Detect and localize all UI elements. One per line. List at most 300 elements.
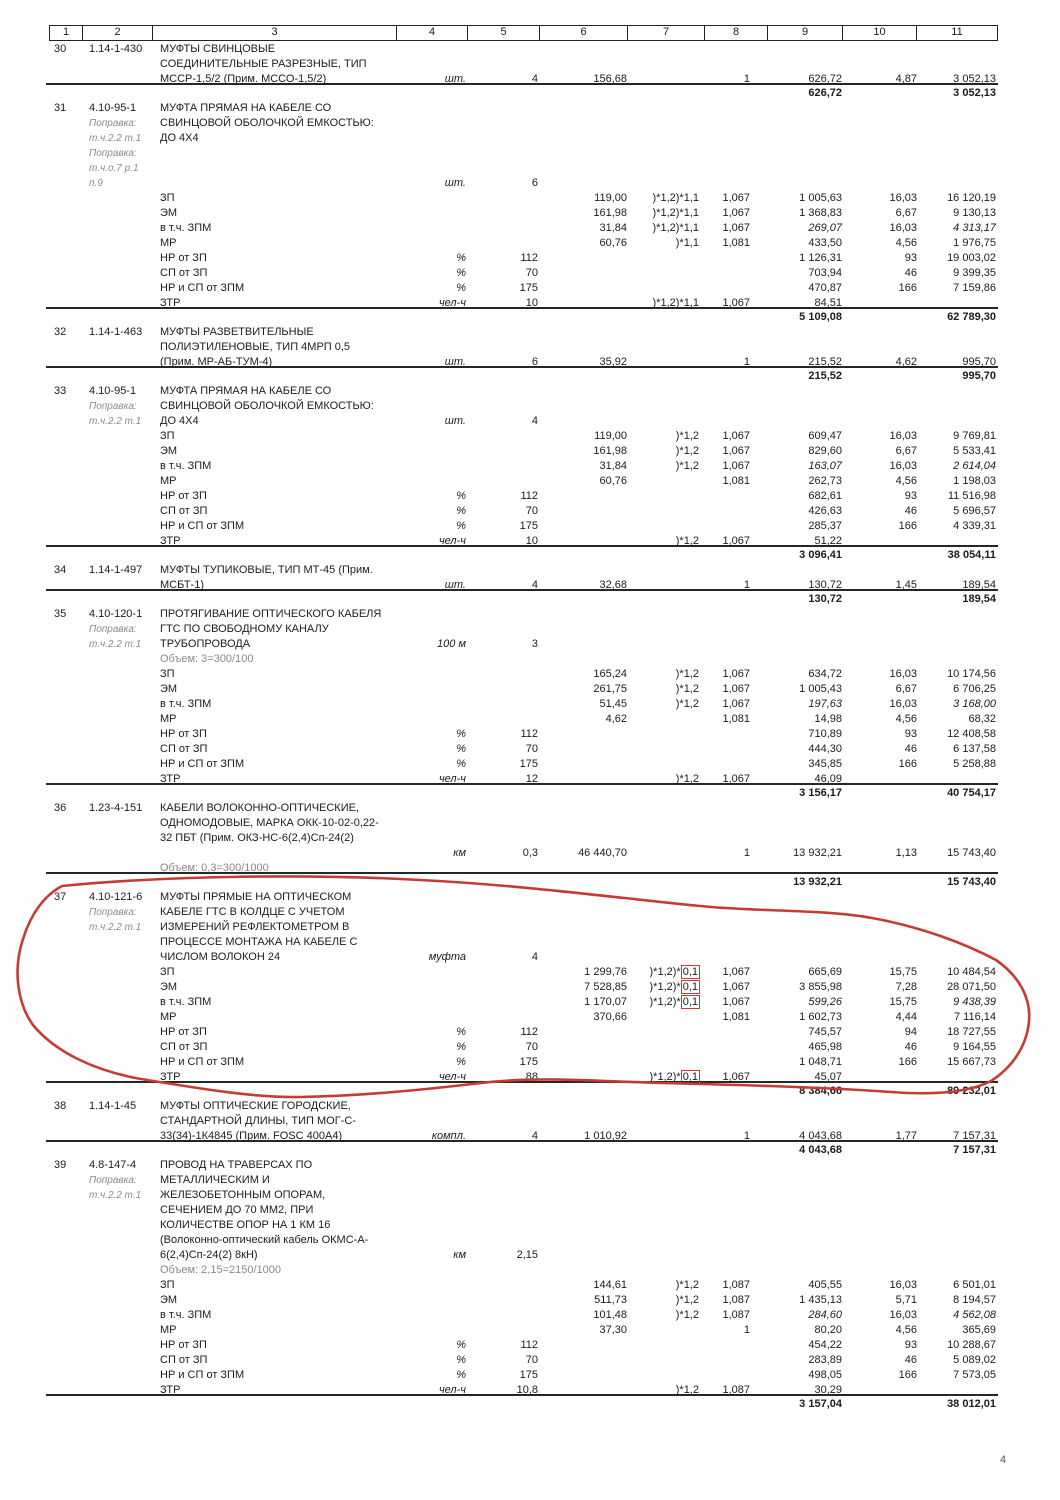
total-cell-c9: 626,72: [808, 87, 842, 99]
cell-c8: 1,067: [722, 207, 750, 219]
cell-c9: 465,98: [808, 1041, 842, 1053]
cell-c3: ЭМ: [160, 981, 178, 993]
cell-c6: 119,00: [594, 430, 627, 442]
cell-c11: [917, 42, 998, 57]
cell-c2: 4.10-120-1: [89, 608, 143, 620]
cell-c7: [628, 251, 705, 266]
cell-c8: 1,081: [722, 713, 750, 725]
cell-c9: [768, 622, 843, 637]
cell-c10: 4,56: [895, 475, 917, 487]
item-line: [46, 920, 998, 935]
cell-c11: [917, 1099, 998, 1114]
cell-c5: [468, 1323, 540, 1338]
item-totals-line: [46, 310, 998, 325]
cell-c1: [46, 1055, 83, 1070]
cell-c6: [540, 742, 628, 757]
cell-c2: [83, 1338, 153, 1353]
cell-c10: [843, 563, 917, 578]
cell-c3: КАБЕЛИ ВОЛОКОННО-ОПТИЧЕСКИЕ,: [160, 802, 360, 814]
cell-c6: 35,92: [599, 356, 627, 368]
cell-c9: [768, 801, 843, 816]
cell-c10: 93: [904, 728, 917, 740]
cell-c4: муфта: [428, 951, 466, 963]
cell-c4: [397, 116, 468, 131]
cell-c8: 1,067: [722, 966, 750, 978]
cell-c8: 1,067: [722, 1071, 750, 1083]
cell-c11: [917, 296, 998, 311]
cell-c1: [46, 622, 83, 637]
cell-c9: [768, 176, 843, 191]
cell-c9: 745,57: [808, 1026, 842, 1038]
cell-c1: [46, 1263, 83, 1278]
cell-c7: [628, 146, 705, 161]
cell-c11: [917, 101, 998, 116]
item-line: [46, 384, 998, 399]
cell-c3: НР от ЗП: [160, 490, 207, 502]
item-line: [46, 772, 998, 787]
cell-c7: [628, 161, 705, 176]
item-line: [46, 1010, 998, 1025]
cell-c2: [83, 1308, 153, 1323]
cell-c2: [83, 682, 153, 697]
cell-c10: [843, 1173, 917, 1188]
cell-c8: 1,067: [722, 297, 750, 309]
cell-c2: Поправка:: [89, 624, 137, 635]
cell-c7: [628, 519, 705, 534]
cell-c9: [768, 950, 843, 965]
cell-c3: [153, 846, 397, 861]
cell-c9: 3 855,98: [799, 981, 842, 993]
cell-c8: [705, 607, 768, 622]
total-cell-c7: [628, 310, 705, 325]
total-cell-c10: [843, 310, 917, 325]
cell-c1: [46, 131, 83, 146]
item-line: [46, 935, 998, 950]
total-cell-c5: [468, 1084, 540, 1099]
cell-c8: [705, 1263, 768, 1278]
cell-c10: 1,13: [895, 847, 917, 859]
cell-c11: [917, 1070, 998, 1085]
cell-c11: [917, 1114, 998, 1129]
cell-c5: [468, 1114, 540, 1129]
estimate-item-31: [46, 101, 998, 325]
cell-c4: [397, 1218, 468, 1233]
cell-c1: [46, 1323, 83, 1338]
cell-c3: [153, 161, 397, 176]
cell-c2: [83, 980, 153, 995]
cell-c4: шт.: [444, 579, 466, 591]
cell-c11: [917, 57, 998, 72]
cell-c7: )*1,2: [675, 1294, 699, 1306]
cell-c7: )*1,2: [675, 683, 699, 695]
cell-c9: 1 126,31: [799, 252, 842, 264]
cell-c9: 1 602,73: [799, 1011, 842, 1023]
cell-c10: [843, 57, 917, 72]
cell-c4: [397, 935, 468, 950]
cell-c2: т.ч.2.2 т.1: [89, 416, 142, 427]
cell-c7: [628, 607, 705, 622]
cell-c8: [705, 42, 768, 57]
cell-c10: [843, 101, 917, 116]
cell-c11: 10 174,56: [947, 668, 996, 680]
cell-c2: т.ч.2.2 т.1: [89, 639, 142, 650]
cell-c2: [83, 57, 153, 72]
item-line: [46, 72, 998, 87]
cell-c7: [628, 1158, 705, 1173]
total-cell-c11: 62 789,30: [947, 311, 996, 323]
total-cell-c1: [46, 86, 83, 101]
cell-c10: [843, 296, 917, 311]
item-line: [46, 325, 998, 340]
total-cell-c11: 995,70: [962, 370, 996, 382]
cell-c10: 4,87: [895, 73, 917, 85]
cell-c1: [46, 399, 83, 414]
cell-c3: СВИНЦОВОЙ ОБОЛОЧКОЙ ЕМКОСТЬЮ:: [160, 117, 374, 129]
cell-c10: 16,03: [889, 698, 917, 710]
item-line: [46, 1248, 998, 1263]
total-cell-c1: [46, 1084, 83, 1099]
cell-c3: ЗТР: [160, 1384, 181, 1396]
total-cell-c2: [83, 875, 153, 890]
cell-c3: ЧИСЛОМ ВОЛОКОН 24: [160, 951, 281, 963]
column-header-cell-2: 2: [83, 25, 153, 41]
cell-c5: [468, 1263, 540, 1278]
item-line: [46, 161, 998, 176]
total-cell-c9: 215,52: [808, 370, 842, 382]
total-cell-c4: [397, 310, 468, 325]
cell-c7: [628, 1114, 705, 1129]
cell-c3: МУФТА ПРЯМАЯ НА КАБЕЛЕ СО: [160, 385, 332, 397]
cell-c1: [46, 355, 83, 370]
cell-c3: ЭМ: [160, 207, 178, 219]
total-cell-c7: [628, 1084, 705, 1099]
cell-c7: [628, 905, 705, 920]
cell-c8: 1,081: [722, 237, 750, 249]
cell-c3: ЗТР: [160, 297, 181, 309]
cell-c7: )*1,2)* 0,1: [649, 966, 698, 978]
cell-c9: 51,22: [814, 535, 842, 547]
cell-c3: СОЕДИНИТЕЛЬНЫЕ РАЗРЕЗНЫЕ, ТИП: [160, 58, 367, 70]
cell-c4: %: [456, 505, 466, 517]
cell-c1: [46, 1173, 83, 1188]
cell-c3: СП от ЗП: [160, 267, 208, 279]
cell-c1: [46, 296, 83, 311]
cell-c5: 175: [519, 1056, 538, 1068]
cell-c3: СВИНЦОВОЙ ОБОЛОЧКОЙ ЕМКОСТЬЮ:: [160, 400, 374, 412]
cell-c8: [705, 920, 768, 935]
item-totals-line: [46, 786, 998, 801]
cell-c10: [843, 1099, 917, 1114]
cell-c5: [468, 920, 540, 935]
cell-c1: [46, 266, 83, 281]
total-cell-c6: [540, 369, 628, 384]
cell-c7: [628, 1099, 705, 1114]
cell-c3: НР и СП от ЗПМ: [160, 1056, 245, 1068]
cell-c9: 599,26: [808, 996, 842, 1008]
cell-c9: 284,60: [808, 1309, 842, 1321]
cell-c2: [83, 1383, 153, 1398]
cell-c7: )*1,2: [675, 1309, 699, 1321]
cell-c2: [83, 652, 153, 667]
cell-c11: [917, 340, 998, 355]
item-line: [46, 1278, 998, 1293]
cell-c4: %: [456, 1026, 466, 1038]
cell-c4: шт.: [444, 73, 466, 85]
cell-c11: 28 071,50: [947, 981, 996, 993]
column-header-cell-1: 1: [49, 25, 83, 41]
cell-c10: [843, 890, 917, 905]
cell-c5: [468, 935, 540, 950]
cell-c10: 46: [904, 267, 917, 279]
cell-c1: [46, 652, 83, 667]
column-header-cell-8: 8: [705, 25, 768, 41]
cell-c4: [397, 622, 468, 637]
cell-c9: [768, 890, 843, 905]
cell-c11: [917, 534, 998, 549]
cell-c3: ПОЛИЭТИЛЕНОВЫЕ, ТИП 4МРП 0,5: [160, 341, 351, 353]
cell-c5: 112: [520, 490, 538, 502]
cell-c5: 88: [525, 1071, 538, 1083]
cell-c11: 4 562,08: [953, 1309, 996, 1321]
cell-c1: [46, 1338, 83, 1353]
cell-c7: )*1,2: [675, 460, 699, 472]
cell-c8: 1,081: [722, 1011, 750, 1023]
estimate-item-30: [46, 42, 998, 101]
cell-c8: [705, 727, 768, 742]
cell-c4: [397, 1173, 468, 1188]
cell-c4: компл.: [431, 1130, 466, 1142]
cell-c3: Объем: 0,3=300/1000: [160, 862, 269, 874]
item-line: [46, 221, 998, 236]
cell-c4: [397, 920, 468, 935]
cell-c6: [540, 831, 628, 846]
cell-c4: [397, 474, 468, 489]
cell-c9: [768, 831, 843, 846]
cell-c3: СТАНДАРТНОЙ ДЛИНЫ, ТИП МОГ-С-: [160, 1115, 356, 1127]
cell-c7: [628, 1338, 705, 1353]
cell-c1: [46, 831, 83, 846]
item-line: [46, 563, 998, 578]
cell-c1: [46, 1040, 83, 1055]
cell-c11: [917, 325, 998, 340]
cell-c4: [397, 1099, 468, 1114]
cell-c8: 1,067: [722, 535, 750, 547]
cell-c2: 4.10-95-1: [89, 102, 137, 114]
cell-c2: т.ч.о.7 р.1: [89, 163, 139, 174]
column-header-cell-9: 9: [768, 25, 843, 41]
item-line: [46, 266, 998, 281]
cell-c9: [768, 905, 843, 920]
cell-c6: [540, 1383, 628, 1398]
cell-c11: 5 089,02: [953, 1354, 996, 1366]
cell-c1: [46, 1308, 83, 1323]
cell-c2: 4.10-95-1: [89, 385, 137, 397]
cell-c2: [83, 1025, 153, 1040]
cell-c11: 2 614,04: [953, 460, 996, 472]
cell-c2: п.9: [89, 178, 103, 189]
total-cell-c5: [468, 1397, 540, 1412]
cell-c1: [46, 414, 83, 429]
cell-c8: [705, 801, 768, 816]
item-line: [46, 861, 998, 876]
cell-c1: [46, 444, 83, 459]
item-line: [46, 1025, 998, 1040]
cell-c8: [705, 1114, 768, 1129]
cell-c7: )*1,2: [675, 1384, 699, 1396]
cell-c8: 1,067: [722, 981, 750, 993]
cell-c11: 16 120,19: [947, 192, 996, 204]
cell-c5: [468, 801, 540, 816]
cell-c11: [917, 116, 998, 131]
cell-c9: [768, 131, 843, 146]
cell-c7: [628, 637, 705, 652]
item-totals-line: [46, 1084, 998, 1099]
cell-c6: [540, 1173, 628, 1188]
item-line: [46, 607, 998, 622]
cell-c6: 32,68: [599, 579, 627, 591]
cell-c4: чел-ч: [438, 1071, 466, 1083]
estimate-item-38: [46, 1099, 998, 1158]
cell-c9: [768, 101, 843, 116]
cell-c5: [468, 206, 540, 221]
cell-c4: чел-ч: [438, 297, 466, 309]
cell-c1: [46, 965, 83, 980]
cell-c7: )*1,2)*1,1: [652, 192, 699, 204]
cell-c3: ИЗМЕРЕНИЙ РЕФЛЕКТОМЕТРОМ В: [160, 921, 350, 933]
cell-c2: 4.8-147-4: [89, 1159, 137, 1171]
total-cell-c8: [705, 548, 768, 563]
cell-c11: [917, 146, 998, 161]
cell-c8: [705, 950, 768, 965]
cell-c2: т.ч.2.2 т.1: [89, 1190, 142, 1201]
cell-c7: )*1,2)* 0,1: [649, 996, 698, 1008]
cell-c4: шт.: [444, 356, 466, 368]
cell-c4: %: [456, 490, 466, 502]
cell-c11: 9 769,81: [953, 430, 996, 442]
cell-c11: [917, 1233, 998, 1248]
cell-c4: [397, 42, 468, 57]
estimate-item-32: [46, 325, 998, 384]
cell-c3: в т.ч. ЗПМ: [160, 698, 212, 710]
cell-c7: [628, 325, 705, 340]
cell-c3: НР и СП от ЗПМ: [160, 1369, 245, 1381]
item-line: [46, 414, 998, 429]
cell-c9: 262,73: [808, 475, 842, 487]
cell-c4: [397, 1233, 468, 1248]
cell-c10: 16,03: [889, 668, 917, 680]
cell-c2: [83, 340, 153, 355]
total-cell-c11: 3 052,13: [953, 87, 996, 99]
cell-c7: [628, 935, 705, 950]
cell-c4: %: [456, 1369, 466, 1381]
item-line: [46, 965, 998, 980]
item-line: [46, 1114, 998, 1129]
cell-c11: [917, 935, 998, 950]
cell-c11: 6 706,25: [953, 683, 996, 695]
cell-c9: [768, 816, 843, 831]
cell-c4: [397, 831, 468, 846]
cell-c4: [397, 236, 468, 251]
cell-c5: [468, 890, 540, 905]
cell-c7: [628, 101, 705, 116]
cell-c2: [83, 1263, 153, 1278]
cell-c1: [46, 1114, 83, 1129]
cell-c6: [540, 772, 628, 787]
cell-c7: [628, 1129, 705, 1144]
item-line: [46, 1203, 998, 1218]
item-line: [46, 57, 998, 72]
red-boxed-value: 0,1: [682, 1071, 698, 1083]
cell-c8: [705, 622, 768, 637]
cell-c7: [628, 622, 705, 637]
total-cell-c4: [397, 875, 468, 890]
cell-c2: [83, 519, 153, 534]
cell-c2: Поправка:: [89, 401, 137, 412]
cell-c11: [917, 652, 998, 667]
cell-c6: [540, 1040, 628, 1055]
cell-c10: [843, 534, 917, 549]
cell-c7: [628, 846, 705, 861]
cell-c8: [705, 861, 768, 876]
cell-c7: [628, 652, 705, 667]
cell-c5: [468, 1278, 540, 1293]
cell-c4: %: [456, 1041, 466, 1053]
cell-c11: 5 696,57: [953, 505, 996, 517]
cell-c2: Поправка:: [89, 907, 137, 918]
cell-c9: [768, 1099, 843, 1114]
item-line: [46, 1293, 998, 1308]
cell-c3: СП от ЗП: [160, 1041, 208, 1053]
cell-c2: 1.14-1-497: [89, 564, 143, 576]
cell-c6: 370,66: [593, 1011, 627, 1023]
item-totals-line: [46, 369, 998, 384]
cell-c5: [468, 221, 540, 236]
cell-c3: МР: [160, 475, 177, 487]
item-totals-line: [46, 875, 998, 890]
cell-c1: [46, 816, 83, 831]
total-cell-c1: [46, 875, 83, 890]
cell-c2: [83, 772, 153, 787]
total-cell-c3: [153, 1084, 397, 1099]
cell-c2: Поправка:: [89, 148, 137, 159]
cell-c7: [628, 1353, 705, 1368]
cell-c10: [843, 861, 917, 876]
total-cell-c10: [843, 1143, 917, 1158]
cell-c5: 4: [531, 415, 538, 427]
item-line: [46, 1323, 998, 1338]
total-cell-c9: 8 384,66: [799, 1085, 842, 1097]
cell-c8: [705, 831, 768, 846]
item-line: [46, 742, 998, 757]
cell-c4: [397, 697, 468, 712]
cell-c7: )*1,2: [675, 1279, 699, 1291]
cell-c9: 405,55: [808, 1279, 842, 1291]
cell-c8: [705, 1218, 768, 1233]
cell-c8: [705, 757, 768, 772]
cell-c10: [843, 772, 917, 787]
cell-c10: 4,56: [895, 713, 917, 725]
cell-c11: 4 313,17: [953, 222, 996, 234]
cell-c5: 70: [525, 1041, 538, 1053]
cell-c2: Поправка:: [89, 1175, 137, 1186]
cell-c3: НР от ЗП: [160, 728, 207, 740]
total-cell-c11: 40 754,17: [947, 787, 996, 799]
cell-c9: 197,63: [808, 698, 842, 710]
cell-c6: 1 299,76: [584, 966, 627, 978]
cell-c4: %: [456, 1056, 466, 1068]
cell-c10: 166: [898, 282, 917, 294]
item-totals-line: [46, 86, 998, 101]
